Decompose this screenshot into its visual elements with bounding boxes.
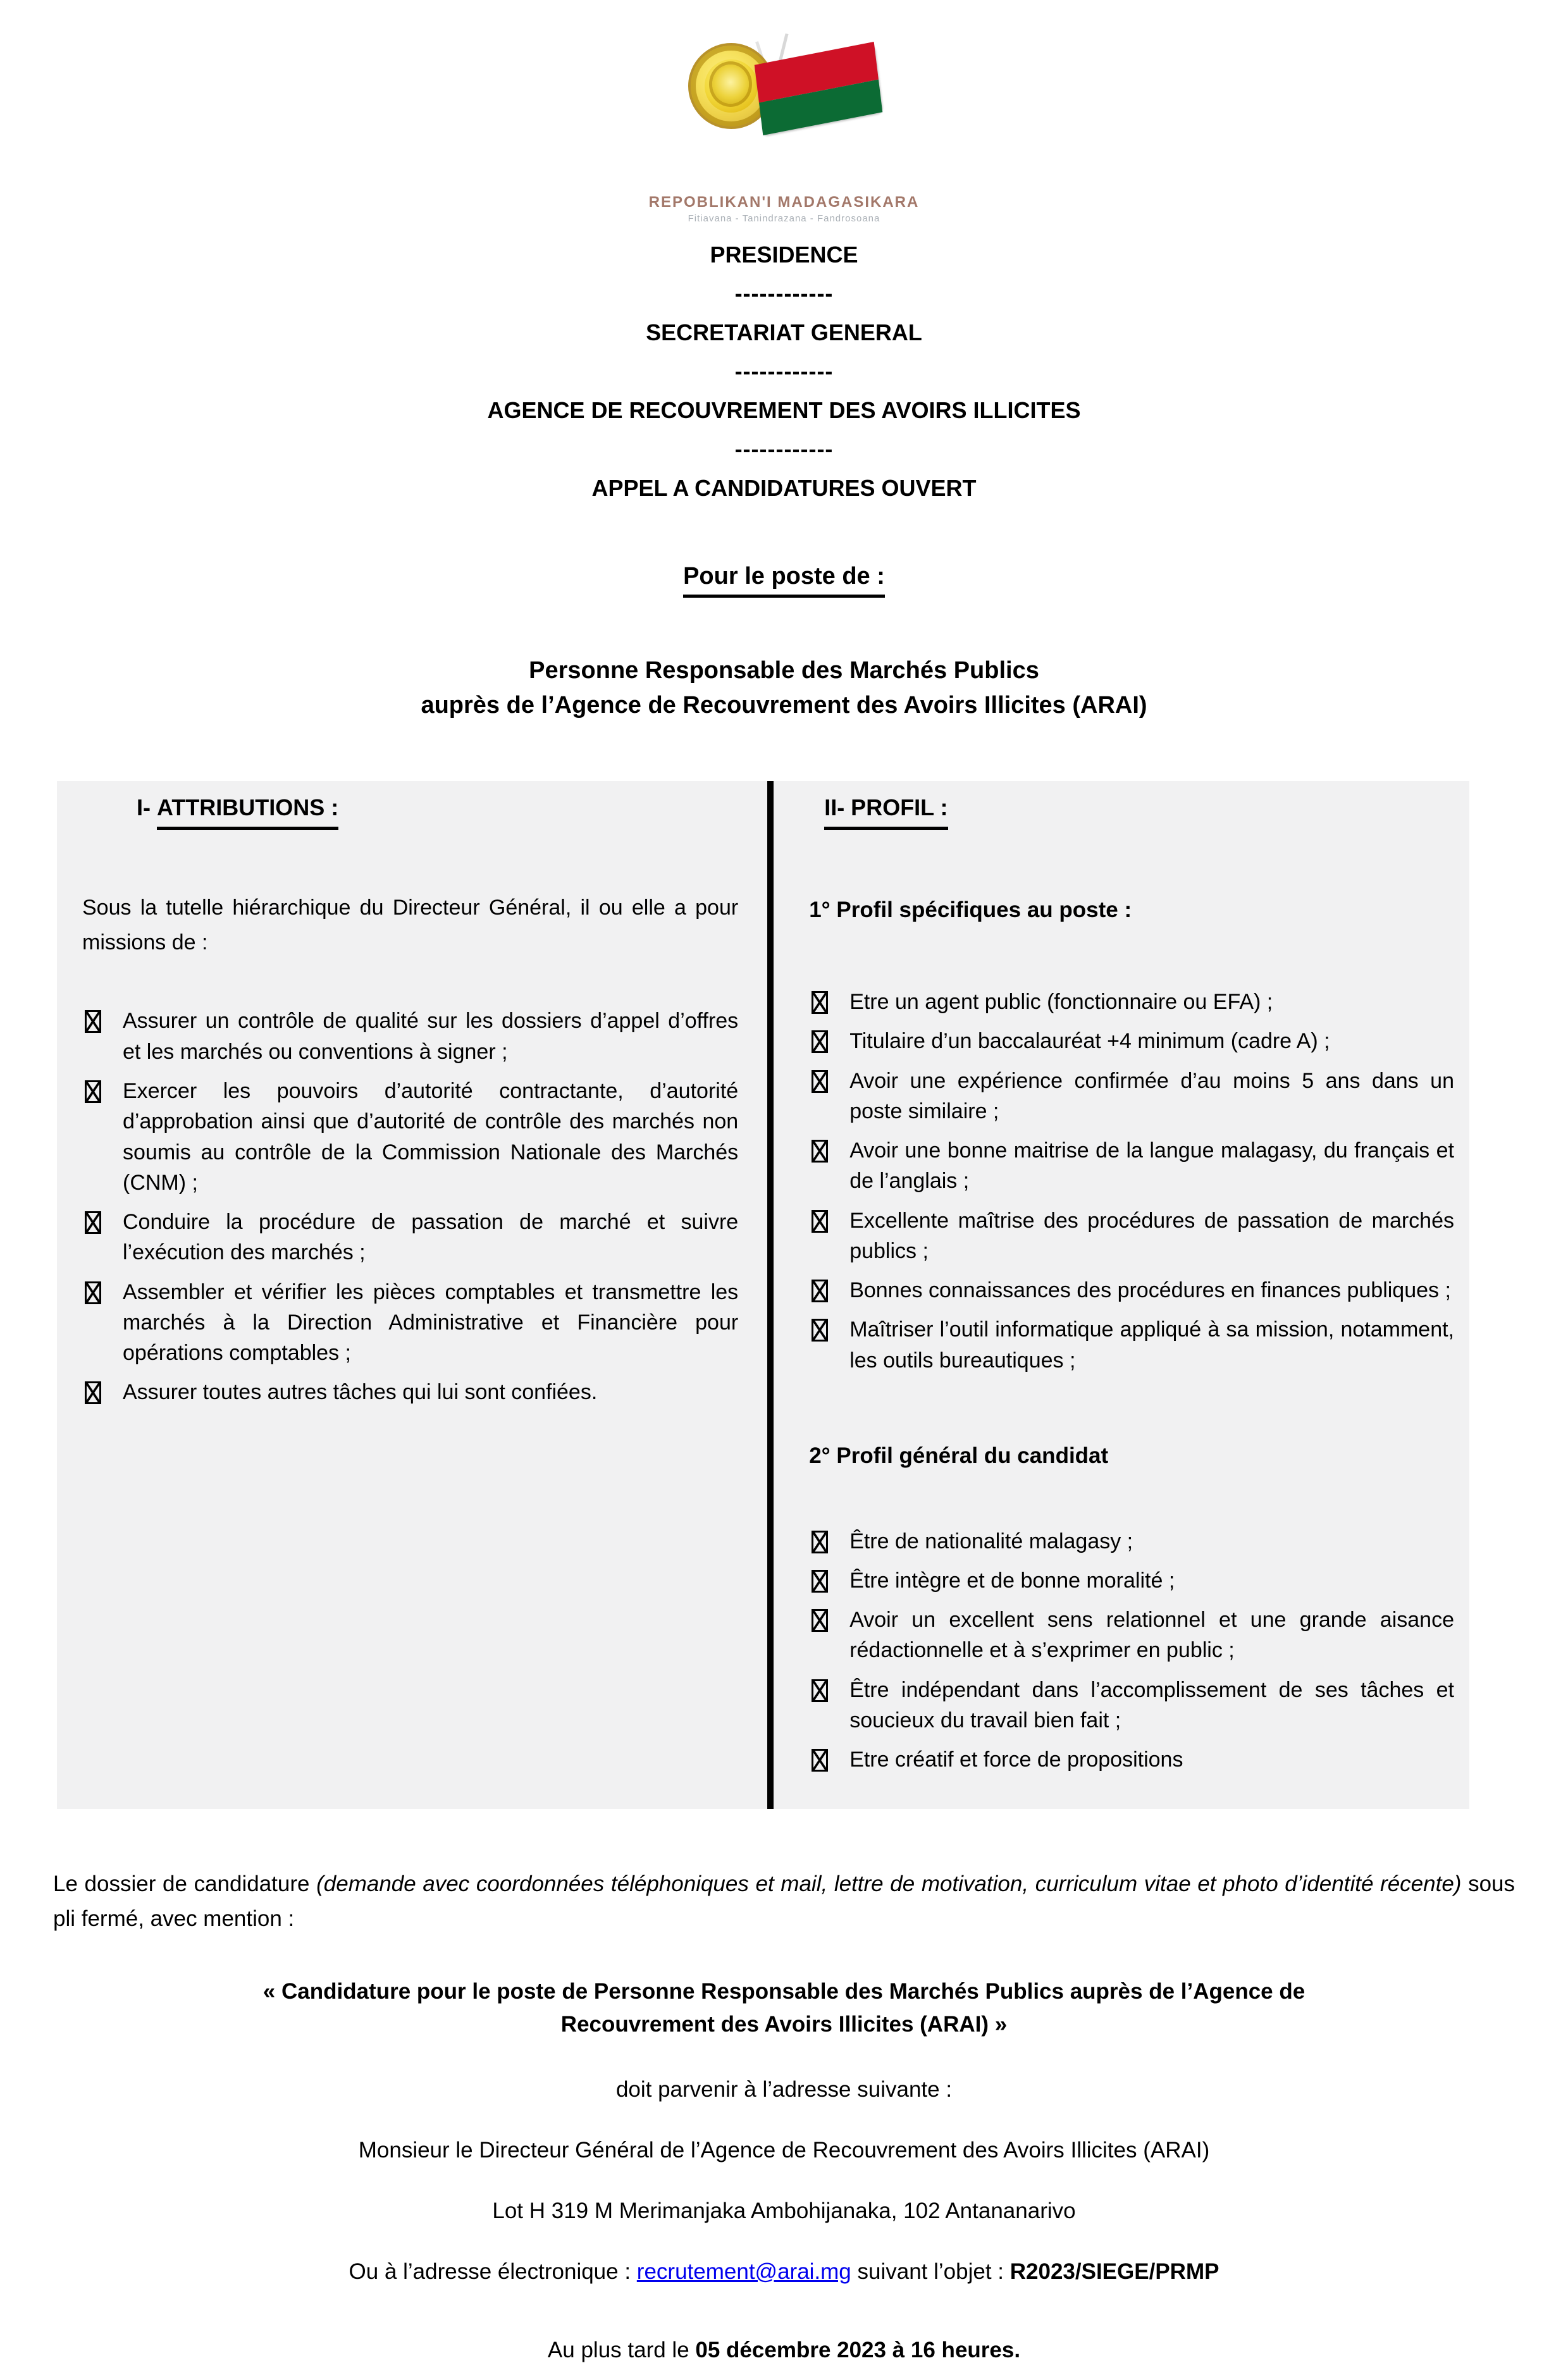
ballot-box-bullet-icon	[85, 1281, 101, 1304]
madagascar-flag-icon	[754, 42, 882, 135]
list-item: Avoir une bonne maitrise de la langue malagasy, du français et de l’anglais ;	[809, 1135, 1454, 1197]
address-intro: doit parvenir à l’adresse suivante :	[615, 2076, 953, 2102]
deadline-prefix: Au plus tard le	[547, 2337, 696, 2362]
deadline-line	[53, 2338, 1515, 2363]
ballot-box-bullet-icon	[812, 991, 828, 1014]
list-item: Excellente maîtrise des procédures de passation de marchés publics ;	[809, 1206, 1454, 1267]
list-item: Assurer toutes autres tâches qui lui sont confiées.	[82, 1377, 738, 1407]
profil-column	[767, 781, 1469, 1809]
poste-title-line2: auprès de l’Agence de Recouvrement des Avoirs Illicites (ARAI)	[421, 692, 1147, 719]
ballot-box-bullet-icon	[812, 1070, 828, 1093]
ballot-box-bullet-icon	[812, 1749, 828, 1772]
ballot-box-bullet-icon	[812, 1280, 828, 1302]
header-secretariat-general: SECRETARIAT GENERAL	[646, 319, 922, 345]
list-item: Etre créatif et force de propositions	[809, 1744, 1454, 1775]
header-agence: AGENCE DE RECOUVREMENT DES AVOIRS ILLICITES	[487, 397, 1081, 423]
poste-intro: Pour le poste de :	[53, 563, 1515, 598]
ballot-box-bullet-icon	[812, 1531, 828, 1553]
list-item: Assurer un contrôle de qualité sur les dossiers d’appel d’offres et les marchés ou conventions à signer ;	[82, 1006, 738, 1067]
list-item: Conduire la procédure de passation de marché et suivre l’exécution des marchés ;	[82, 1207, 738, 1268]
ballot-box-bullet-icon	[812, 1210, 828, 1233]
poste-title-line1: Personne Responsable des Marchés Publics	[529, 657, 1039, 684]
profil-specifique-title: 1° Profil spécifiques au poste :	[809, 898, 1132, 923]
profil-specifique-list	[809, 987, 1454, 1376]
list-item: Être indépendant dans l’accomplissement de ses tâches et soucieux du travail bien fait ;	[809, 1675, 1454, 1736]
profil-general-title: 2° Profil général du candidat	[809, 1443, 1109, 1468]
ballot-box-bullet-icon	[812, 1679, 828, 1702]
list-item: Avoir un excellent sens relationnel et une grande aisance rédactionnelle et à s’exprimer en public ;	[809, 1605, 1454, 1666]
list-item: Bonnes connaissances des procédures en finances publiques ;	[809, 1275, 1454, 1305]
attributions-column	[57, 781, 767, 1809]
address-line-1: Monsieur le Directeur Général de l’Agence de Recouvrement des Avoirs Illicites (ARAI)	[358, 2137, 1210, 2162]
attributions-heading-prefix: I-	[137, 794, 157, 821]
list-item: Maîtriser l’outil informatique appliqué à sa mission, notamment, les outils bureautiques ;	[809, 1314, 1454, 1376]
email-middle: suivant l’objet :	[851, 2259, 1010, 2284]
dossier-italic: (demande avec coordonnées téléphoniques et mail, lettre de motivation, curriculum vitae et photo d’identité récente)	[316, 1872, 1462, 1897]
email-object: R2023/SIEGE/PRMP	[1009, 2259, 1219, 2284]
list-item: Titulaire d’un baccalauréat +4 minimum (cadre A) ;	[809, 1026, 1454, 1056]
dossier-paragraph	[53, 1867, 1515, 1936]
email-link[interactable]: recrutement@arai.mg	[636, 2259, 851, 2284]
seal-center-icon	[712, 65, 749, 104]
separator-dashes: ------------	[734, 280, 834, 306]
logo-subcaption: Fitiavana - Tanindrazana - Fandrosoana	[688, 213, 880, 224]
email-prefix: Ou à l’adresse électronique :	[349, 2259, 637, 2284]
separator-dashes: ------------	[734, 358, 834, 384]
ballot-box-bullet-icon	[85, 1080, 101, 1103]
attributions-profil-box	[57, 781, 1469, 1809]
attributions-heading-label: ATTRIBUTIONS :	[157, 791, 338, 830]
poste-title	[53, 653, 1515, 723]
candidature-mention: « Candidature pour le poste de Personne Responsable des Marchés Publics auprès de l’Agence de Recouvrement des Avoirs Illicites (ARAI) »	[262, 1978, 1306, 2037]
ballot-box-bullet-icon	[812, 1570, 828, 1593]
republic-of-madagascar-logo	[677, 37, 892, 161]
attributions-intro: Sous la tutelle hiérarchique du Directeur Général, il ou elle a pour missions de :	[82, 896, 739, 955]
dossier-text-1: Le dossier de candidature	[53, 1872, 317, 1897]
header-appel-candidatures: APPEL A CANDIDATURES OUVERT	[591, 475, 977, 501]
separator-dashes: ------------	[734, 436, 834, 462]
deadline-date: 05 décembre 2023 à 16 heures.	[695, 2337, 1021, 2362]
ballot-box-bullet-icon	[85, 1211, 101, 1234]
list-item: Etre un agent public (fonctionnaire ou EFA) ;	[809, 987, 1454, 1017]
ballot-box-bullet-icon	[812, 1609, 828, 1632]
header-presidence: PRESIDENCE	[710, 242, 858, 268]
dossier-text-2: sous pli fermé, avec mention :	[53, 1872, 1515, 1931]
profil-general-list	[809, 1526, 1454, 1775]
list-item: Exercer les pouvoirs d’autorité contractante, d’autorité d’approbation ainsi que d’autorité de contrôle des marchés non soumis au contrôle de la Commission Nationale des Marchés (CNM) ;	[82, 1076, 738, 1198]
ballot-box-bullet-icon	[85, 1381, 101, 1404]
ballot-box-bullet-icon	[812, 1140, 828, 1163]
attributions-list	[82, 1006, 738, 1407]
list-item: Assembler et vérifier les pièces comptables et transmettre les marchés à la Direction Administrative et Financière pour opérations comptables ;	[82, 1277, 738, 1369]
ballot-box-bullet-icon	[85, 1010, 101, 1033]
ballot-box-bullet-icon	[812, 1319, 828, 1342]
list-item: Être de nationalité malagasy ;	[809, 1526, 1454, 1557]
list-item: Être intègre et de bonne moralité ;	[809, 1565, 1454, 1596]
profil-heading: II- PROFIL :	[824, 791, 1454, 830]
address-line-2: Lot H 319 M Merimanjaka Ambohijanaka, 102 Antananarivo	[492, 2198, 1076, 2223]
email-line	[53, 2259, 1515, 2285]
list-item: Avoir une expérience confirmée d’au moins 5 ans dans un poste similaire ;	[809, 1066, 1454, 1127]
ballot-box-bullet-icon	[812, 1030, 828, 1053]
logo-caption: REPOBLIKAN'I MADAGASIKARA	[648, 194, 920, 211]
attributions-heading	[137, 791, 738, 830]
